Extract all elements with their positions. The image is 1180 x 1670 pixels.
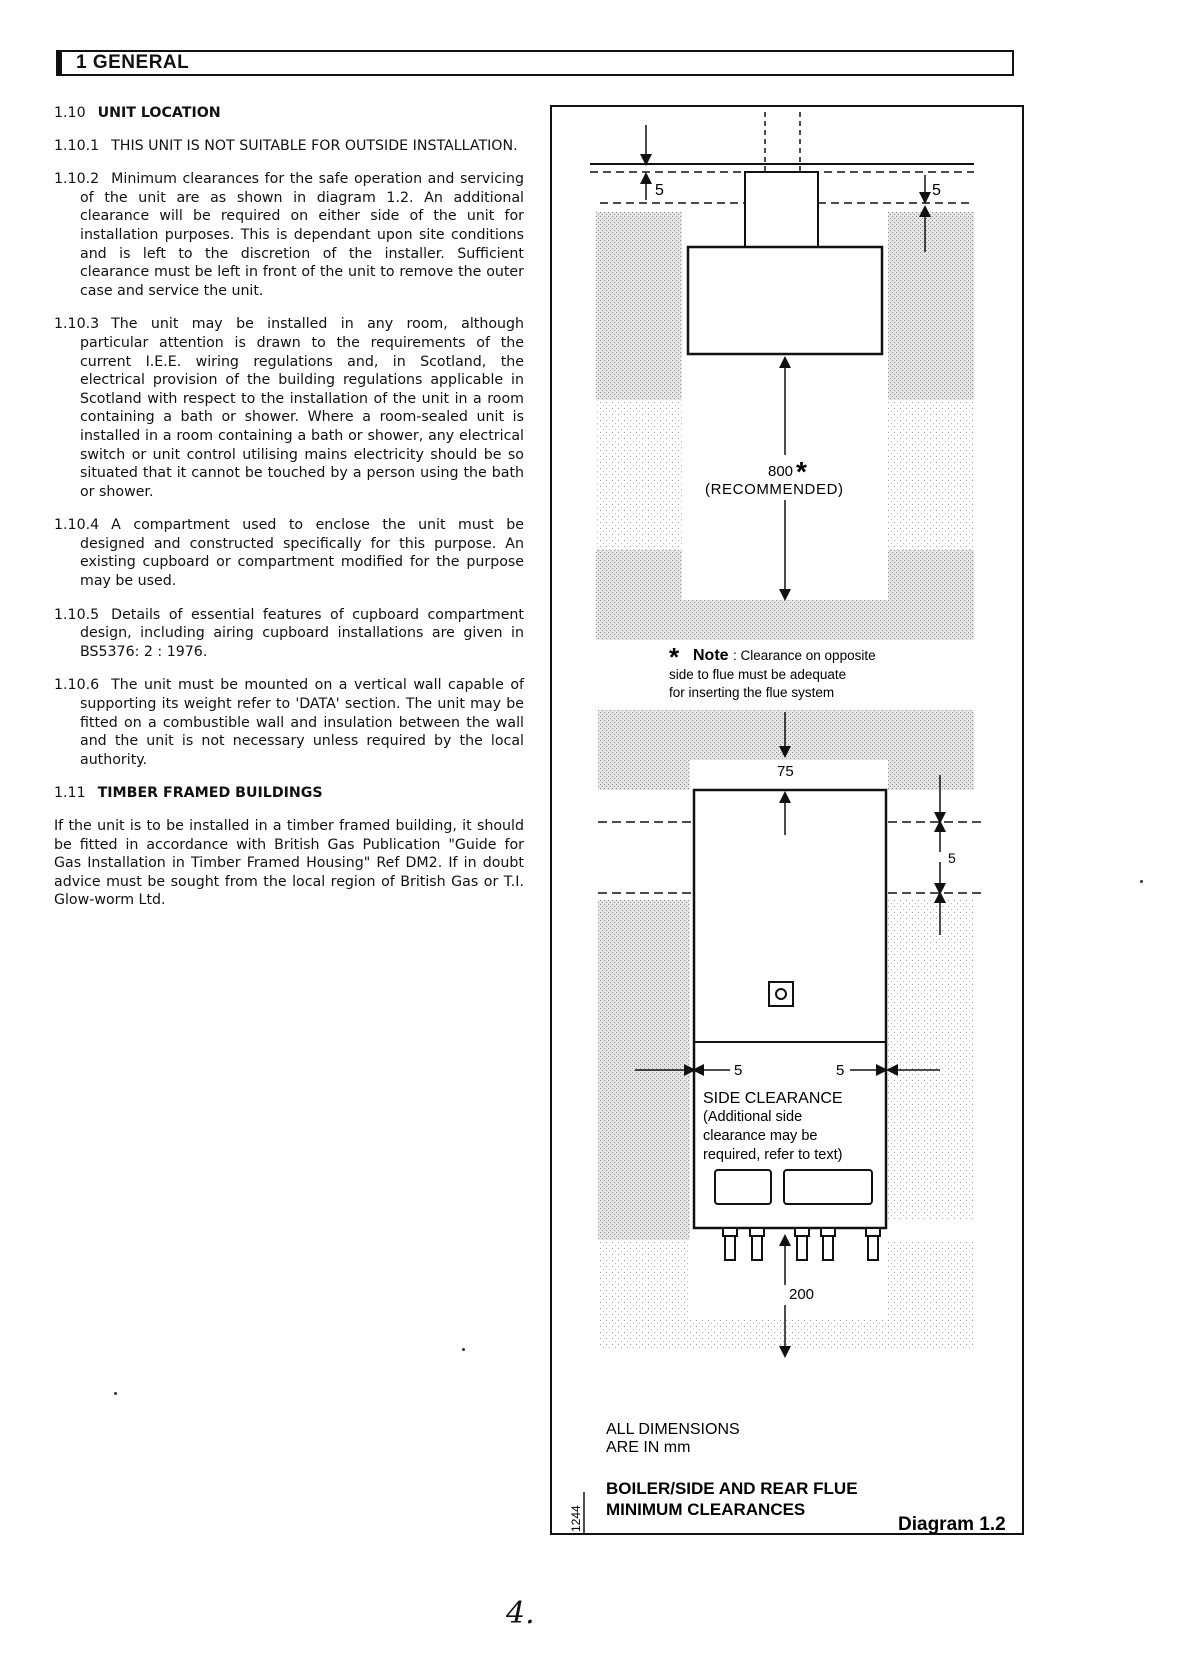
paragraph-number: 1.10.3 [54, 316, 100, 333]
indicator-light [769, 982, 793, 1006]
dim-top-left: 5 [655, 182, 664, 199]
section-title: UNIT LOCATION [97, 105, 221, 121]
units-note-line1: ALL DIMENSIONS [606, 1421, 740, 1438]
diagram-ref-number: 1244 [569, 1505, 583, 1532]
note-line3: for inserting the flue system [669, 685, 835, 700]
diagram-label: Diagram 1.2 [898, 1514, 1006, 1535]
paragraph-text: Minimum clearances for the safe operation and servicing of the unit are as shown in diagram 1.2. An additional clearance will be required on either side of the unit for installation purposes. This is dependant upon site conditions and is left to the discretion of the installer. Sufficient clearance must be left in front of the unit to remove the outer case and service the unit. [80, 171, 524, 299]
dim-bottom-clearance: 200 [789, 1286, 815, 1303]
side-clearance-line1: (Additional side [703, 1109, 803, 1125]
scan-mark [114, 1392, 117, 1395]
paragraph-text: Details of essential features of cupboard compartment design, including airing cupboard installations are given in BS5376: 2 : 1976. [80, 606, 524, 660]
dim-side-right: 5 [836, 1062, 845, 1079]
note-mark: * [669, 642, 680, 672]
dim-side-left: 5 [734, 1062, 743, 1079]
side-clearance-line2: clearance may be [703, 1128, 818, 1144]
note-label: Note [693, 647, 729, 664]
scan-mark [462, 1348, 465, 1351]
control-panel-left [715, 1170, 771, 1204]
side-clearance-title: SIDE CLEARANCE [703, 1090, 843, 1107]
diagram-caption-line1: BOILER/SIDE AND REAR FLUE [606, 1479, 858, 1498]
flue-duct [745, 172, 818, 247]
paragraph-text: A compartment used to enclose the unit must be designed and constructed specifically for this purpose. An existing cupboard or compartment modified for the purpose may be used. [80, 517, 524, 590]
note-line1: : Clearance on opposite [733, 648, 876, 663]
scan-mark [1140, 880, 1143, 883]
front-view [598, 710, 982, 1352]
paragraph-text: THIS UNIT IS NOT SUITABLE FOR OUTSIDE INSTALLATION. [111, 137, 518, 154]
boiler-plan [688, 247, 882, 354]
paragraph-number: 1.10.5 [54, 606, 100, 623]
side-clearance-line3: required, refer to text) [703, 1147, 843, 1163]
section-number: 1.11 [54, 785, 86, 802]
note-line2: side to flue must be adequate [669, 667, 847, 682]
dim-front-mark: * [796, 456, 807, 487]
section-header-title: 1 GENERAL [76, 52, 190, 73]
wall-hatch [888, 900, 974, 1220]
control-panel-right [784, 1170, 872, 1204]
dim-side-vertical: 5 [948, 850, 956, 866]
paragraph-timber: If the unit is to be installed in a timber framed building, it should be fitted in accordance with British Gas Publication "Guide for Gas Installation in Timber Framed Housing" Ref DM2. If in doubt advice must be sought from the local region of British Gas or T.I. Glow-worm Ltd. [54, 818, 524, 909]
paragraph-number: 1.10.6 [54, 677, 100, 694]
paragraph-number: 1.10.1 [54, 137, 100, 154]
dim-top-clearance: 75 [777, 763, 794, 780]
paragraph-number: 1.10.4 [54, 517, 100, 534]
top-view [590, 112, 974, 700]
paragraph-text: The unit may be installed in any room, although particular attention is drawn to the requirements of the current I.E.E. wiring regulations and, in Scotland, the electrical provision of the building regulations applicable in Scotland with respect to the installation of the unit in a room containing a bath or shower. Where a room-sealed unit is installed in a room containing a bath or shower, any electrical switch or unit control utilising mains electricity should be so situated that it cannot be touched by a person using the bath or shower. [80, 316, 524, 500]
paragraph-text: The unit must be mounted on a vertical wall capable of supporting its weight refer to 'DATA' section. The unit may be fitted on a combustible wall and insulation between the wall and the unit is not necessary unless required by the local authority. [80, 677, 524, 768]
section-title: TIMBER FRAMED BUILDINGS [97, 785, 323, 802]
section-number: 1.10 [54, 105, 86, 121]
dim-front-value: 800 [768, 463, 794, 480]
paragraph-number: 1.10.2 [54, 171, 100, 188]
units-note-line2: ARE IN mm [606, 1439, 691, 1456]
diagram-caption-line2: MINIMUM CLEARANCES [606, 1500, 806, 1519]
dim-top-right: 5 [932, 182, 941, 199]
page-number: 4. [506, 1596, 535, 1631]
dim-front-note: (RECOMMENDED) [705, 481, 844, 498]
